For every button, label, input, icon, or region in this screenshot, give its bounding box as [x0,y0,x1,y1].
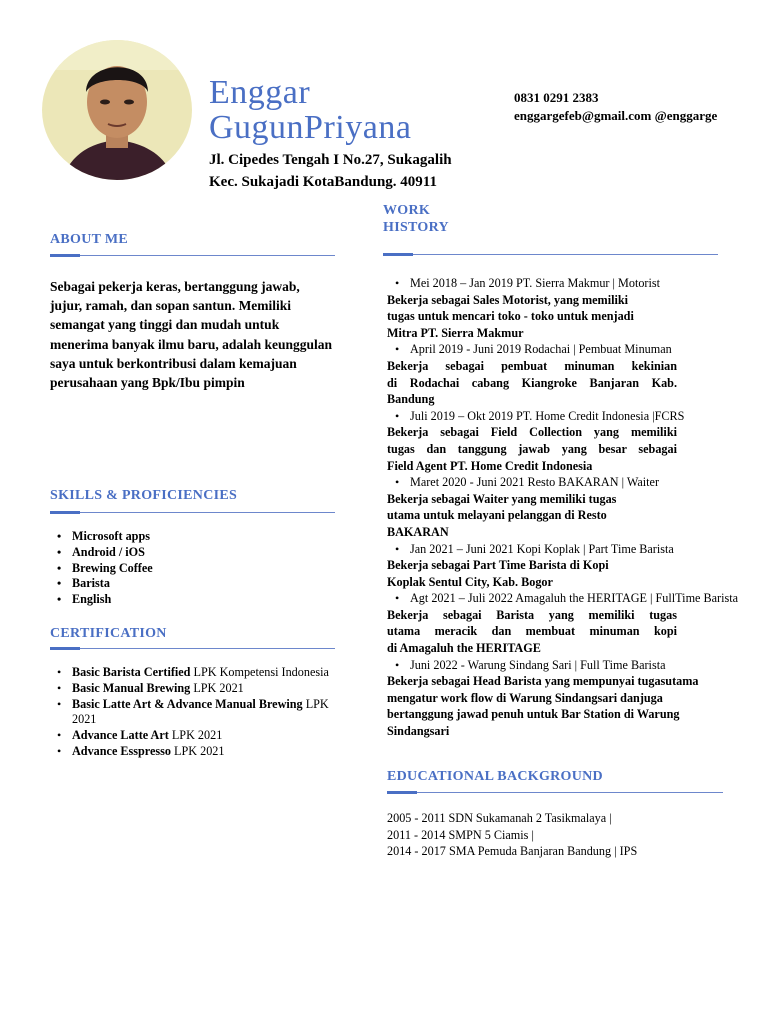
list-item: • Android / iOS [50,545,153,561]
list-item: 2014 - 2017 SMA Pemuda Banjaran Bandung | IPS [387,844,638,859]
work-title-line-1: WORK [383,203,431,218]
skills-title: SKILLS & PROFICIENCIES [50,488,238,503]
job-heading: • Jan 2021 – Juni 2021 Kopi Koplak | Part Time Barista [387,541,742,558]
job-heading: • Mei 2018 – Jan 2019 PT. Sierra Makmur | Motorist [387,275,742,292]
profile-photo [42,40,192,180]
about-text: Sebagai pekerja keras, bertanggung jawab, jujur, ramah, dan sopan santun. Memiliki semangat yang tinggi dan mudah untuk menerima banyak ilmu baru, adalah keunggulan saya untuk berkontribusi dalam kemajuan perusahaan yang Bpk/Ibu pimpin [50,279,333,391]
job-description: Bekerja sebagai Part Time Barista di Kopi Koplak Sentul City, Kab. Bogor [387,558,609,589]
work-divider [383,254,718,255]
address-line-2: Kec. Sukajadi KotaBandung. 40911 [209,174,437,190]
job-heading: • Maret 2020 - Juni 2021 Resto BAKARAN | Waiter [387,474,742,491]
phone-number: 0831 0291 2383 [514,90,599,105]
job-heading: • Juli 2019 – Okt 2019 PT. Home Credit Indonesia |FCRS [387,408,742,425]
job-description: Bekerja sebagai Head Barista yang mempunyai tugasutama mengatur work flow di Warung Sindangsari danjuga bertanggung jawad penuh untuk Bar Station di Warung Sindangsari [387,674,699,739]
about-divider [50,255,335,256]
job-heading: • Agt 2021 – Juli 2022 Amagaluh the HERITAGE | FullTime Barista [387,590,742,607]
list-item: • Brewing Coffee [50,561,153,577]
list-item: • Advance Esspresso LPK 2021 [50,744,330,760]
list-item: • Barista [50,576,153,592]
certification-list [50,665,330,760]
education-title: EDUCATIONAL BACKGROUND [387,769,603,784]
list-item: • Advance Latte Art LPK 2021 [50,728,330,744]
list-item: • English [50,592,153,608]
certification-title: CERTIFICATION [50,626,167,641]
list-item: • Basic Latte Art & Advance Manual Brewing LPK 2021 [50,697,330,729]
job-heading: • Juni 2022 - Warung Sindang Sari | Full Time Barista [387,657,742,674]
education-divider [387,792,723,793]
job-description: Bekerja sebagai Waiter yang memiliki tugas utama untuk melayani pelanggan di Resto BAKARAN [387,491,617,539]
email-and-social: enggargefeb@gmail.com @enggarge [514,108,718,123]
work-title-line-2: HISTORY [383,220,449,235]
certification-divider [50,648,335,649]
skills-divider [50,512,335,513]
list-item: 2011 - 2014 SMPN 5 Ciamis | [387,827,534,842]
first-name: Enggar [209,74,311,111]
job-description: Bekerja sebagai pembuat minuman kekinian di Rodachai cabang Kiangroke Banjaran Kab. Bandung [387,358,677,407]
education-list [387,810,637,860]
work-history-list [387,275,742,740]
list-item: 2005 - 2011 SDN Sukamanah 2 Tasikmalaya | [387,811,612,825]
job-description: Bekerja sebagai Barista yang memiliki tugas utama meracik dan membuat minuman kopi di Amagaluh the HERITAGE [387,607,677,656]
list-item: • Basic Manual Brewing LPK 2021 [50,681,330,697]
job-description: Bekerja sebagai Sales Motorist, yang memiliki tugas untuk mencari toko - toko untuk menjadi Mitra PT. Sierra Makmur [387,292,634,340]
last-name: GugunPriyana [209,109,412,146]
about-title: ABOUT ME [50,232,128,247]
skills-list [50,529,153,608]
job-heading: • April 2019 - Juni 2019 Rodachai | Pembuat Minuman [387,341,742,358]
address-line-1: Jl. Cipedes Tengah I No.27, Sukagalih [209,152,452,168]
list-item: • Basic Barista Certified LPK Kompetensi Indonesia [50,665,330,681]
job-description: Bekerja sebagai Field Collection yang memiliki tugas dan tanggung jawab yang besar sebagai Field Agent PT. Home Credit Indonesia [387,425,677,473]
list-item: • Microsoft apps [50,529,153,545]
